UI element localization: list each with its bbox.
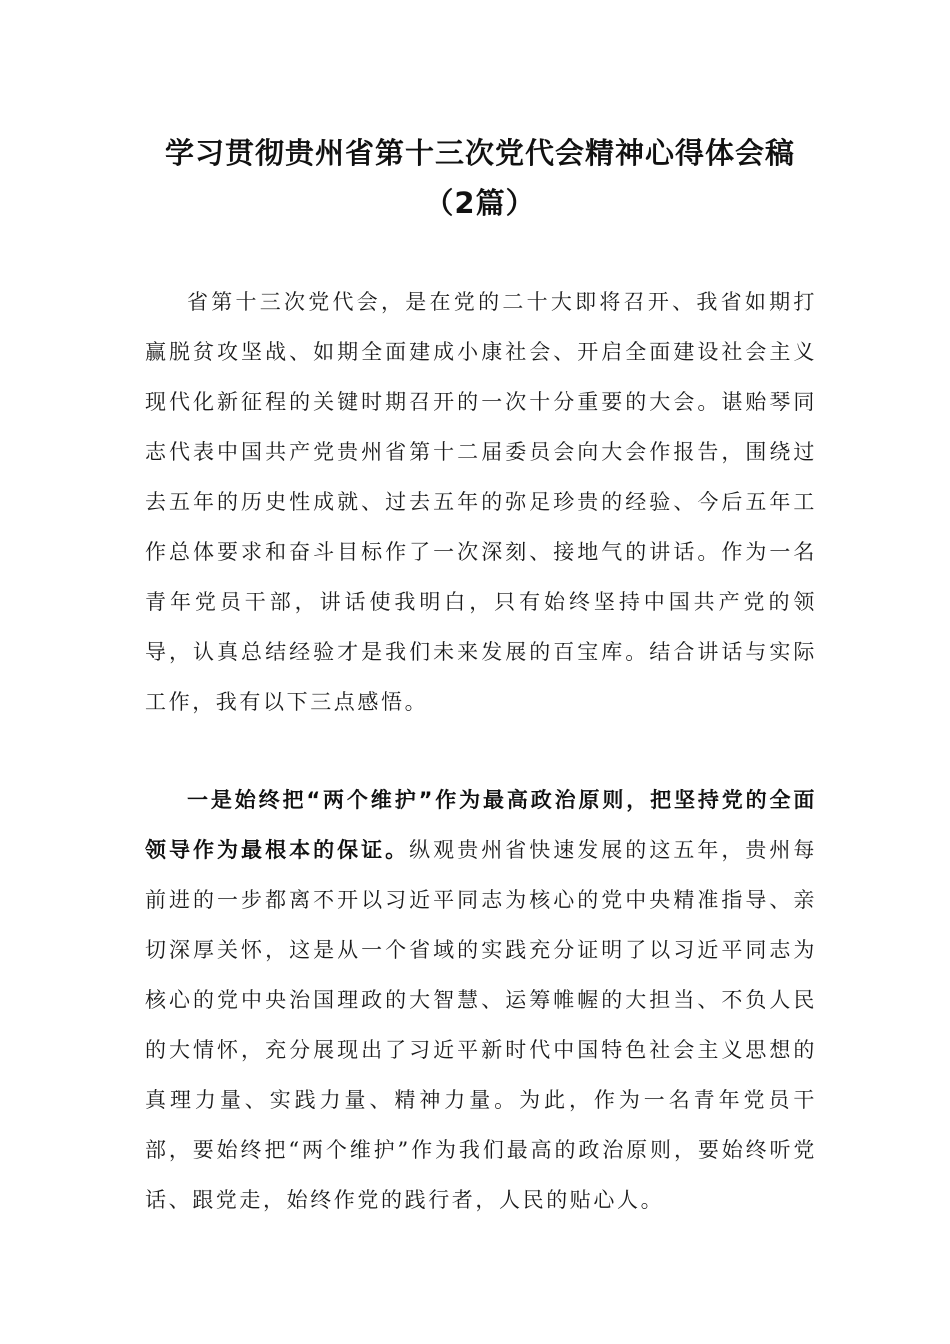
paragraph-point-one <box>145 775 817 1225</box>
paragraph-intro-text: 省第十三次党代会，是在党的二十大即将召开、我省如期打赢脱贫攻坚战、如期全面建成小康社会、开启全面建设社会主义现代化新征程的关键时期召开的一次十分重要的大会。谌贻琴同志代表中国共产党贵州省第十二届委员会向大会作报告，围绕过去五年的历史性成就、过去五年的弥足珍贵的经验、今后五年工作总体要求和奋斗目标作了一次深刻、接地气的讲话。作为一名青年党员干部，讲话使我明白，只有始终坚持中国共产党的领导，认真总结经验才是我们未来发展的百宝库。结合讲话与实际工作，我有以下三点感悟。 <box>145 290 817 714</box>
paragraph-intro <box>145 277 817 727</box>
document-title: 学习贯彻贵州省第十三次党代会精神心得体会稿（2篇） <box>164 136 795 220</box>
paragraph-point-one-text: 纵观贵州省快速发展的这五年，贵州每前进的一步都离不开以习近平同志为核心的党中央精准指导、亲切深厚关怀，这是从一个省域的实践充分证明了以习近平同志为核心的党中央治国理政的大智慧、运筹帷幄的大担当、不负人民的大情怀，充分展现出了习近平新时代中国特色社会主义思想的真理力量、实践力量、精神力量。为此，作为一名青年党员干部，要始终把“两个维护”作为我们最高的政治原则，要始终听党话、跟党走，始终作党的践行者，人民的贴心人。 <box>145 838 817 1212</box>
paragraph-point-one-heading: 一是始终把“两个维护”作为最高政治原则，把坚持党的全面领导作为最根本的保证。 <box>145 788 817 862</box>
